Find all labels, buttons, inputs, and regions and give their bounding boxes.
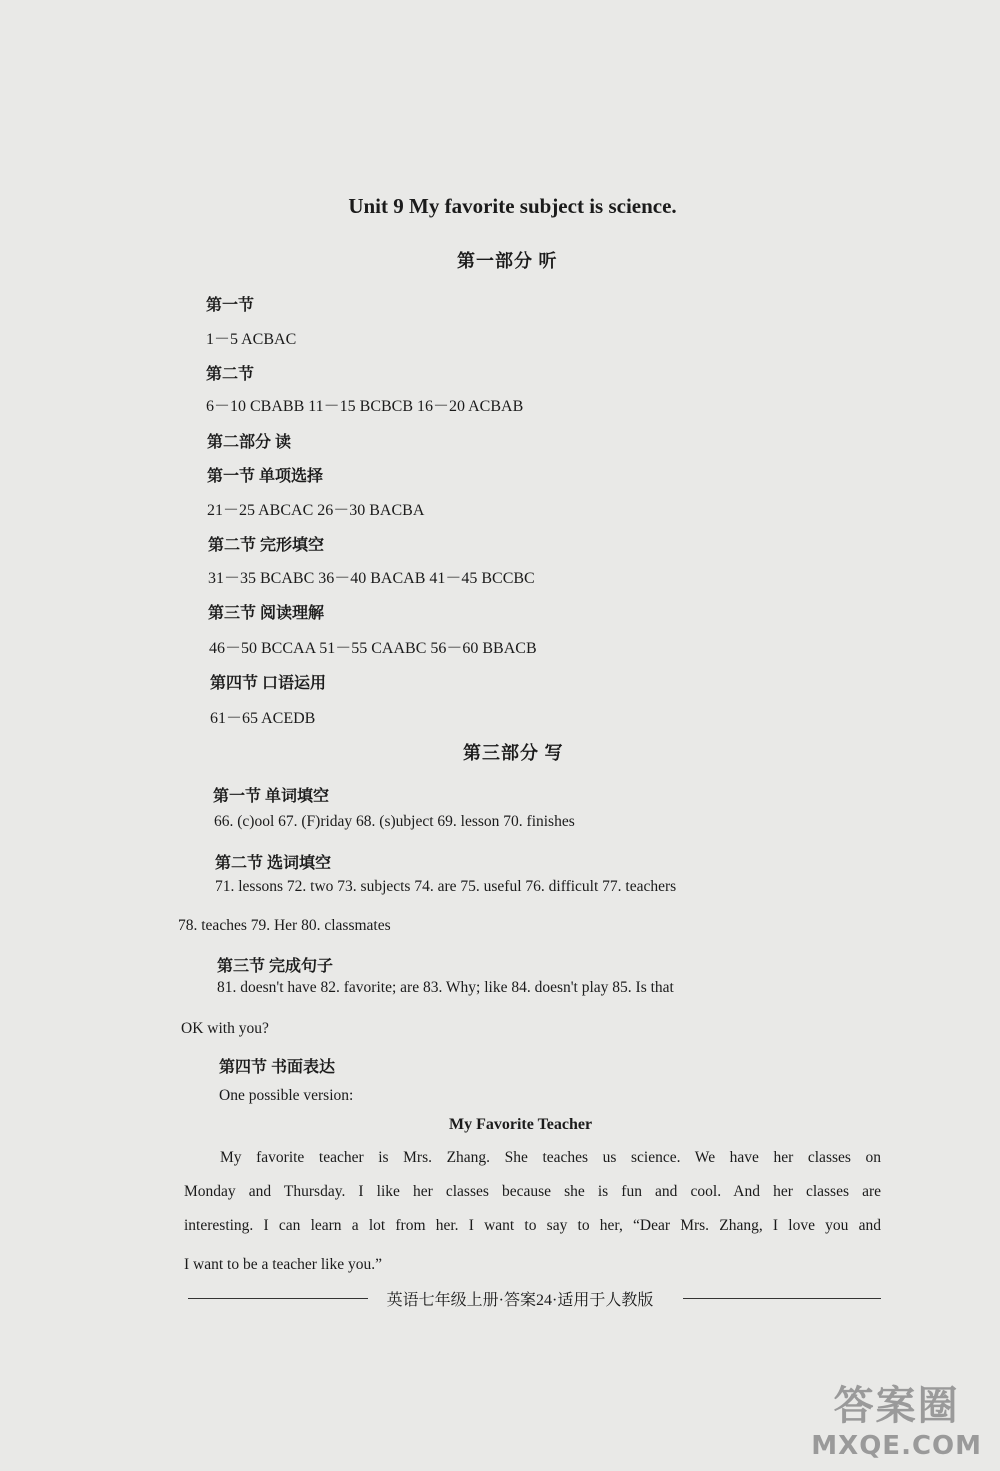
part1-heading: 第一部分 听 xyxy=(457,251,558,271)
part3-heading: 第三部分 写 xyxy=(463,743,564,763)
part2-sec2-answers: 31－35 BCABC 36－40 BACAB 41－45 BCCBC xyxy=(208,570,535,587)
part3-sec3-label: 第三节 完成句子 xyxy=(217,958,334,975)
part2-sec4-label: 第四节 口语运用 xyxy=(210,675,327,692)
essay-line-3: interesting. I can learn a lot from her. I want to say to her, “Dear Mrs. Zhang, I love you and xyxy=(184,1217,881,1234)
watermark-logo: 答案圈 xyxy=(833,1383,960,1429)
part2-sec1-answers: 21－25 ABCAC 26－30 BACBA xyxy=(207,502,425,519)
part1-sec2-label: 第二节 xyxy=(206,366,255,383)
part1-sec1-label: 第一节 xyxy=(206,297,255,314)
page-footer: 英语七年级上册·答案24·适用于人教版 xyxy=(386,1292,654,1309)
part1-sec1-answers: 1－5 ACBAC xyxy=(206,331,297,348)
part3-sec2-label: 第二节 选词填空 xyxy=(215,855,332,872)
part2-sec3-label: 第三节 阅读理解 xyxy=(208,605,325,622)
version-label: One possible version: xyxy=(219,1087,354,1104)
part3-sec1-answers: 66. (c)ool 67. (F)riday 68. (s)ubject 69. lesson 70. finishes xyxy=(214,813,575,830)
essay-line-4: I want to be a teacher like you.” xyxy=(184,1256,382,1273)
essay-line-2: Monday and Thursday. I like her classes because she is fun and cool. And her classes are xyxy=(184,1183,881,1200)
part2-sec4-answers: 61－65 ACEDB xyxy=(210,710,316,727)
part1-sec2-answers: 6－10 CBABB 11－15 BCBCB 16－20 ACBAB xyxy=(206,398,524,415)
part3-sec1-label: 第一节 单词填空 xyxy=(213,788,330,805)
part2-sec3-answers: 46－50 BCCAA 51－55 CAABC 56－60 BBACB xyxy=(209,640,537,657)
watermark-url: MXQE.COM xyxy=(811,1431,982,1461)
part3-sec2-line1: 71. lessons 72. two 73. subjects 74. are 75. useful 76. difficult 77. teachers xyxy=(215,878,677,895)
part2-sec2-label: 第二节 完形填空 xyxy=(208,537,325,554)
part3-sec4-label: 第四节 书面表达 xyxy=(219,1059,336,1076)
part3-sec3-line1: 81. doesn't have 82. favorite; are 83. Why; like 84. doesn't play 85. Is that xyxy=(217,979,674,996)
essay-title: My Favorite Teacher xyxy=(449,1116,593,1133)
unit-title: Unit 9 My favorite subject is science. xyxy=(348,194,677,218)
essay-line-1: My favorite teacher is Mrs. Zhang. She teaches us science. We have her classes on xyxy=(220,1149,881,1166)
part3-sec2-line2: 78. teaches 79. Her 80. classmates xyxy=(178,917,391,934)
part2-sec1-label: 第一节 单项选择 xyxy=(207,468,324,485)
part3-sec3-line2: OK with you? xyxy=(181,1020,269,1037)
watermark xyxy=(811,1374,982,1461)
part2-heading: 第二部分 读 xyxy=(207,434,292,451)
